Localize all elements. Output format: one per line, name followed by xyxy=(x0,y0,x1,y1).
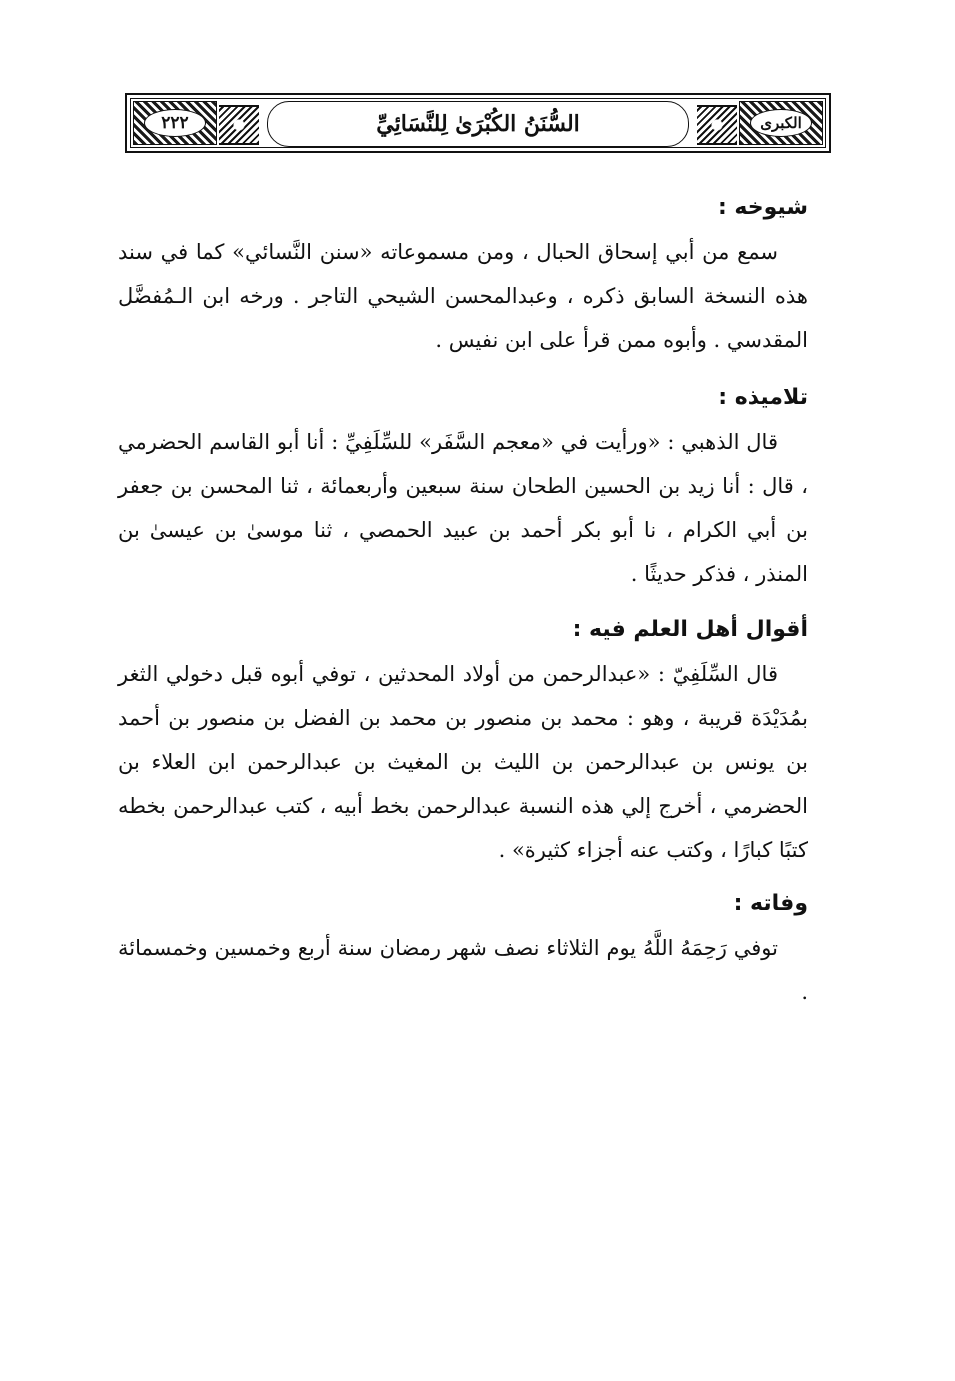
section-heading-teachers: شيوخه : xyxy=(717,195,808,220)
page-number-ornament xyxy=(133,101,217,145)
running-title-cartouche xyxy=(267,101,689,147)
section-paragraph-death: توفي رَحِمَهُ اللَّهُ يوم الثلاثاء نصف شهر رمضان سنة أربع وخمسين وخمسمائة . xyxy=(118,936,808,1004)
page-header xyxy=(125,93,831,153)
page-number: ٢٢٢ xyxy=(161,113,189,133)
section-heading-scholars-opinions: أقوال أهل العلم فيه : xyxy=(572,617,808,642)
section-heading-students: تلاميذه : xyxy=(718,385,808,410)
section-paragraph-teachers: سمع من أبي إسحاق الحبال ، ومن مسموعاته «سنن النَّسائي» كما في سند هذه النسخة السابق ذكره ، وعبدالمحسن الشيحي التاجر . ورخه ابن الـمُفضَّل المقدسي . وأبوه ممن قرأ على ابن نفيس . xyxy=(118,240,808,352)
page-number-cartouche xyxy=(144,109,206,137)
running-title: السُّنَنُ الكُبْرَىٰ لِلنَّسَائِيِّ xyxy=(376,111,580,137)
main-text xyxy=(118,186,808,1014)
decorative-ornament-left xyxy=(219,105,259,145)
section-paragraph-scholars-opinions: قال السِّلَفِيّ : «عبدالرحمن من أولاد المحدثين ، توفي أبوه قبل دخولي الثغر بمُدَيْدَة قريبة ، وهو : محمد بن منصور بن محمد بن الفضل بن منصور بن أحمد بن يونس بن عبدالرحمن بن الليث بن المغيث بن عبدالرحمن ابن العلاء بن الحضرمي ، أخرج إلي هذه النسبة عبدالرحمن بخط أبيه ، كتب عبدالرحمن بخطه كتبًا كبارًا ، وكتب عنه أجزاء كثيرة» . xyxy=(118,662,808,862)
book-emblem-ornament xyxy=(739,101,823,145)
decorative-ornament-right xyxy=(697,105,737,145)
book-emblem-logo xyxy=(750,109,812,137)
section-spacer xyxy=(118,362,808,376)
section-heading-death: وفاته : xyxy=(733,891,808,916)
section-paragraph-students: قال الذهبي : «ورأيت في «معجم السَّفَر» للسِّلَفِيِّ : أنا أبو القاسم الحضرمي ، قال : أنا زيد بن الحسين الطحان سنة سبعين وأربعمائة ، ثنا المحسن بن جعفر بن أبي الكرام ، نا أبو بكر أحمد بن عبيد الحمصي ، ثنا موسىٰ بن عيسىٰ بن المنذر ، فذكر حديثًا . xyxy=(118,430,808,586)
section-spacer xyxy=(118,872,808,882)
book-emblem-text: الكبرى xyxy=(760,114,802,132)
section-spacer xyxy=(118,596,808,608)
